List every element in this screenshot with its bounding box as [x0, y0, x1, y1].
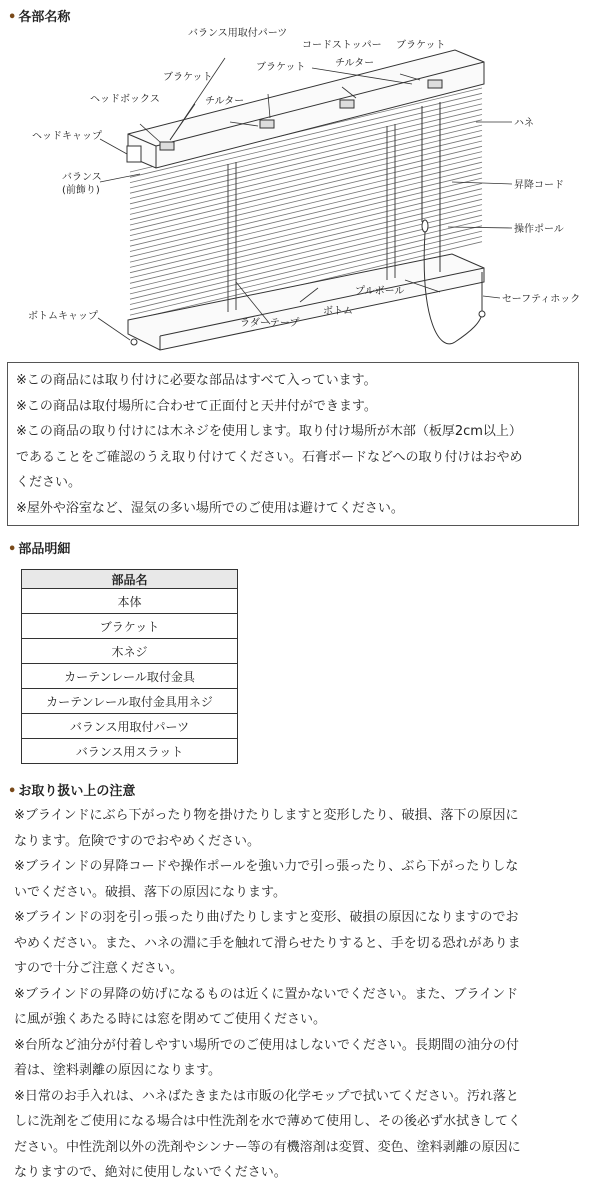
note-line: であることをご確認のうえ取り付けてください。石膏ボードなどへの取り付けはおやめ [16, 449, 523, 465]
label-cord-stopper: コードストッパー [302, 40, 382, 51]
parts-table [21, 569, 238, 764]
section-title-parts: • 部品明細 [8, 542, 71, 557]
note-line: ※この商品の取り付けには木ネジを使用します。取り付け場所が木部（板厚2cm以上） [16, 424, 522, 439]
slat-line [130, 183, 482, 267]
label-bracket-mid: ブラケット [256, 62, 306, 73]
care-line: ※ブラインドの昇降コードや操作ポールを強い力で引っ張ったり、ぶら下がったりしな [14, 859, 519, 874]
care-line: ※ブラインドの羽を引っ張ったり曲げたりしますと変形、破損の原因になりますのでお [14, 910, 519, 925]
table-row: ブラケット [22, 614, 238, 639]
care-line: なりますので、絶対に使用しないでください。 [14, 1165, 287, 1180]
label-bottom: ボトム [323, 306, 353, 317]
care-line: ※台所など油分が付着しやすい場所でのご使用はしないでください。長期間の油分の付 [14, 1037, 519, 1053]
care-line: 着は、塗料剥離の原因になります。 [14, 1063, 221, 1078]
blind-diagram [0, 22, 600, 352]
slat-line [130, 152, 482, 236]
care-line: しに洗剤をご使用になる場合は中性洗剤を水で薄めて使用し、その後必ず水拭きしてく [14, 1114, 522, 1129]
label-balance-parts: バランス用取付パーツ [188, 28, 288, 39]
label-safety-hook: セーフティホック [502, 294, 581, 305]
note-line: ※この商品には取り付けに必要な部品はすべて入っています。 [16, 373, 377, 388]
care-text [14, 803, 590, 1186]
label-bracket-right: ブラケット [396, 40, 446, 51]
care-line: すので十分ご注意ください。 [14, 961, 184, 976]
table-row: カーテンレール取付金具用ネジ [22, 689, 238, 714]
slat-line [130, 173, 482, 257]
label-head-box: ヘッドボックス [90, 94, 160, 105]
label-valance: バランス [62, 172, 102, 183]
note-line: ※この商品は取付場所に合わせて正面付と天井付ができます。 [16, 398, 377, 414]
table-row: カーテンレール取付金具 [22, 664, 238, 689]
blind-illustration [127, 50, 485, 350]
care-line: ※ブラインドの昇降の妨げになるものは近くに置かないでください。また、ブラインド [14, 986, 519, 1002]
table-row: バランス用スラット [22, 739, 238, 764]
label-pull-ball: プルボール [355, 286, 405, 297]
label-wand: 操作ポール [514, 224, 564, 235]
note-line: ※屋外や浴室など、湿気の多い場所でのご使用は避けてください。 [16, 500, 404, 516]
label-bottom-cap: ボトムキャップ [28, 311, 98, 322]
label-tilter-right: チルター [335, 58, 375, 69]
care-line: やめください。また、ハネの淵に手を触れて滑らせたりすると、手を切る恐れがありま [14, 935, 521, 951]
care-line: に風が強くあたる時には窓を閉めてご使用ください。 [14, 1012, 327, 1027]
care-line: ※日常のお手入れは、ハネばたきまたは市販の化学モップで拭いてください。汚れ落と [14, 1088, 519, 1104]
slat-line [130, 168, 482, 252]
section-title-names: • 各部名称 [8, 10, 71, 25]
table-row: バランス用取付パーツ [22, 714, 238, 739]
label-tilter-left: チルター [205, 96, 245, 107]
label-bracket-left: ブラケット [163, 72, 213, 83]
label-slat: ハネ [514, 118, 534, 129]
parts-table-header: 部品名 [22, 570, 238, 589]
care-line: ※ブラインドにぶら下がったり物を掛けたりしますと変形したり、破損、落下の原因に [14, 808, 519, 823]
section-title-care: • お取り扱い上の注意 [8, 784, 136, 799]
label-lift-cord: 昇降コード [514, 180, 564, 191]
care-line: ださい。中性洗剤以外の洗剤やシンナー等の有機溶剤は変質、変色、塗料剥離の原因に [14, 1139, 521, 1155]
label-ladder-tape: ラダーテープ [240, 318, 300, 329]
label-head-cap: ヘッドキャップ [32, 131, 102, 142]
label-valance-sub: (前飾り) [62, 185, 100, 196]
care-line: なります。危険ですのでおやめください。 [14, 833, 260, 849]
slat-line [130, 162, 482, 246]
slat-line [130, 178, 482, 262]
note-line: ください。 [16, 475, 82, 490]
table-row: 木ネジ [22, 639, 238, 664]
table-row: 本体 [22, 589, 238, 614]
slat-line [130, 157, 482, 241]
notes-box [7, 362, 579, 526]
care-line: いでください。破損、落下の原因になります。 [14, 884, 286, 900]
